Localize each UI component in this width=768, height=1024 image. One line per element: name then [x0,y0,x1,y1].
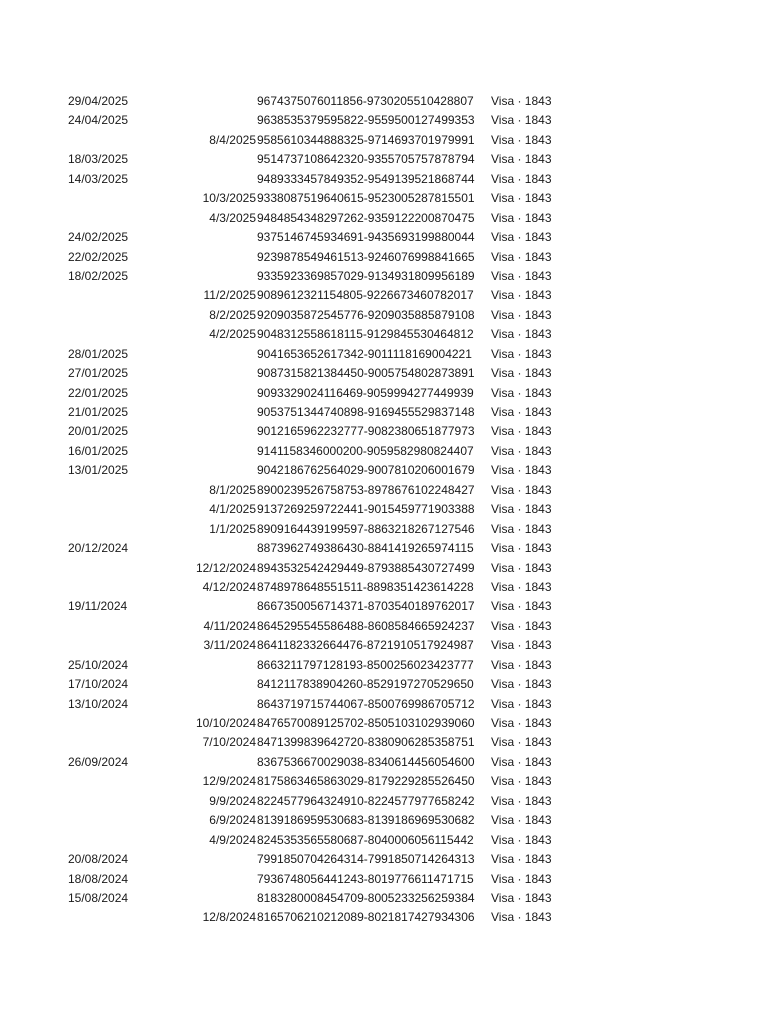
reference-cell: 9141158346000200-9059582980824407 [257,443,474,458]
date-cell-right [166,111,256,130]
card-cell: Visa · 1843 [491,288,552,303]
reference-cell: 8641182332664476-8721910517924987 [257,638,474,653]
date-cell-right: 4/1/2025 [209,502,256,517]
card-cell: Visa · 1843 [491,113,552,128]
transaction-row [0,559,768,578]
transaction-row [0,656,768,675]
reference-cell: 9674375076011856-9730205510428807 [257,94,474,108]
transaction-row [0,267,768,286]
card-cell: Visa · 1843 [491,638,552,653]
reference-cell: 9489333457849352-9549139521868744 [257,171,475,186]
transaction-row [0,636,768,655]
date-cell-right [166,753,256,772]
card-cell: Visa · 1843 [491,677,552,692]
date-cell-right [166,403,256,422]
card-cell: Visa · 1843 [491,268,552,283]
reference-cell: 8943532542429449-8793885430727499 [257,560,475,575]
reference-cell: 9209035872545776-9209035885879108 [257,307,475,322]
date-cell-right: 12/12/2024 [195,560,256,575]
transaction-row [0,92,768,111]
card-cell: Visa · 1843 [491,579,552,594]
reference-cell: 8909164439199597-8863218267127546 [257,521,475,536]
card-cell: Visa · 1843 [491,346,552,361]
reference-cell: 7936748056441243-8019776611471715 [257,871,474,886]
transaction-row [0,870,768,889]
date-cell-right [166,597,256,616]
date-cell-left: 13/10/2024 [68,696,129,711]
transaction-row [0,131,768,150]
reference-cell: 8663211797128193-8500256023423777 [257,657,474,672]
date-cell-right: 4/2/2025 [209,327,256,342]
card-cell: Visa · 1843 [491,210,552,225]
card-cell: Visa · 1843 [491,191,552,206]
transaction-row [0,170,768,189]
date-cell-left: 28/01/2025 [68,346,129,361]
transaction-row [0,306,768,325]
date-cell-right: 9/9/2024 [209,793,256,808]
transaction-row [0,889,768,908]
transaction-row [0,111,768,130]
card-cell: Visa · 1843 [491,890,552,905]
reference-cell: 8165706210212089-8021817427934306 [257,910,475,925]
reference-cell: 8873962749386430-8841419265974115 [257,541,474,556]
card-cell: Visa · 1843 [491,385,552,400]
reference-cell: 9093329024116469-9059994277449939 [257,385,474,400]
transaction-row [0,733,768,752]
card-cell: Visa · 1843 [491,618,552,633]
transaction-row [0,189,768,208]
date-cell-right [166,889,256,908]
card-cell: Visa · 1843 [491,716,552,730]
card-cell: Visa · 1843 [491,327,552,342]
reference-cell: 9514737108642320-9355705757878794 [257,152,475,167]
transaction-row [0,461,768,480]
card-cell: Visa · 1843 [491,541,552,556]
transaction-row [0,850,768,869]
card-cell: Visa · 1843 [491,832,552,847]
reference-cell: 7991850704264314-7991850714264313 [257,852,475,867]
transaction-row [0,384,768,403]
card-cell: Visa · 1843 [491,171,552,186]
date-cell-left: 24/02/2025 [68,230,129,245]
reference-cell: 8667350056714371-8703540189762017 [257,599,475,614]
card-cell: Visa · 1843 [491,754,552,769]
card-cell: Visa · 1843 [491,774,552,789]
card-cell: Visa · 1843 [491,852,552,867]
reference-cell: 9239878549461513-9246076998841665 [257,249,475,264]
card-cell: Visa · 1843 [491,482,552,497]
date-cell-left: 15/08/2024 [68,890,129,905]
reference-cell: 8643719715744067-8500769986705712 [257,696,475,711]
date-cell-left: 22/01/2025 [68,385,129,400]
card-cell: Visa · 1843 [491,230,552,245]
transaction-row [0,403,768,422]
date-cell-right [166,870,256,889]
date-cell-right: 6/9/2024 [209,813,256,828]
transaction-row [0,364,768,383]
card-cell: Visa · 1843 [491,502,552,517]
reference-cell: 8748978648551511-8898351423614228 [257,579,474,594]
card-cell: Visa · 1843 [491,94,552,108]
date-cell-right: 8/4/2025 [209,132,256,147]
card-cell: Visa · 1843 [491,152,552,167]
date-cell-right [166,345,256,364]
date-cell-left: 19/11/2024 [68,599,128,614]
date-cell-right: 8/1/2025 [209,482,256,497]
date-cell-right [166,422,256,441]
date-cell-right: 11/2/2025 [203,288,256,303]
date-cell-left: 22/02/2025 [68,249,129,264]
transaction-row [0,792,768,811]
card-cell: Visa · 1843 [491,871,552,886]
reference-cell: 8367536670029038-8340614456054600 [257,754,475,769]
date-cell-right [166,656,256,675]
date-cell-left: 20/01/2025 [68,424,129,439]
date-cell-right: 4/9/2024 [209,832,256,847]
date-cell-right [166,850,256,869]
transaction-row [0,500,768,519]
transaction-sheet [0,92,768,928]
card-cell: Visa · 1843 [491,307,552,322]
date-cell-right [166,228,256,247]
reference-cell: 8412117838904260-8529197270529650 [257,677,474,692]
reference-cell: 9137269259722441-9015459771903388 [257,502,475,517]
card-cell: Visa · 1843 [491,405,552,419]
card-cell: Visa · 1843 [491,249,552,264]
date-cell-right [166,248,256,267]
reference-cell: 8471399839642720-8380906285358751 [257,735,475,750]
reference-cell: 9042186762564029-9007810206001679 [257,463,475,478]
date-cell-right: 3/11/2024 [203,638,256,653]
reference-cell: 9087315821384450-9005754802873891 [257,366,475,381]
date-cell-right [166,384,256,403]
transaction-row [0,675,768,694]
transaction-row [0,520,768,539]
transaction-row [0,753,768,772]
reference-cell: 9585610344888325-9714693701979991 [257,132,475,147]
date-cell-right: 1/1/2025 [209,521,256,536]
transaction-row [0,345,768,364]
date-cell-right [166,442,256,461]
transaction-row [0,772,768,791]
card-cell: Visa · 1843 [491,424,552,439]
date-cell-right [166,92,256,111]
reference-cell: 9048312558618115-9129845530464812 [257,327,474,342]
transaction-row [0,578,768,597]
card-cell: Visa · 1843 [491,132,552,147]
reference-cell: 9089612321154805-9226673460782017 [257,288,474,303]
transaction-row [0,714,768,733]
date-cell-left: 18/08/2024 [68,871,129,886]
date-cell-right: 12/8/2024 [202,910,256,925]
reference-cell: 8900239526758753-8978676102248427 [257,482,475,497]
card-cell: Visa · 1843 [491,793,552,808]
date-cell-right [166,170,256,189]
reference-cell: 9012165962232777-9082380651877973 [257,424,475,439]
transaction-row [0,422,768,441]
date-cell-left: 24/04/2025 [68,113,129,128]
date-cell-right [166,267,256,286]
date-cell-right: 7/10/2024 [202,735,256,750]
transaction-row [0,228,768,247]
reference-cell: 9375146745934691-9435693199880044 [257,230,475,245]
date-cell-left: 13/01/2025 [68,463,129,478]
date-cell-left: 20/08/2024 [68,852,129,867]
date-cell-left: 21/01/2025 [68,405,129,419]
transaction-row [0,286,768,305]
date-cell-left: 20/12/2024 [68,541,129,556]
transaction-row [0,539,768,558]
transaction-row [0,908,768,927]
reference-cell: 9338087519640615-9523005287815501 [257,191,475,206]
card-cell: Visa · 1843 [491,521,552,536]
date-cell-right [166,695,256,714]
date-cell-left: 18/03/2025 [68,152,129,167]
reference-cell: 9484854348297262-9359122200870475 [257,210,475,225]
transaction-row [0,325,768,344]
date-cell-right: 10/10/2024 [195,716,256,730]
transaction-row [0,442,768,461]
card-cell: Visa · 1843 [491,696,552,711]
reference-cell: 8476570089125702-8505103102939060 [257,716,475,730]
date-cell-right [166,150,256,169]
card-cell: Visa · 1843 [491,657,552,672]
date-cell-right: 4/3/2025 [209,210,256,225]
transaction-row [0,150,768,169]
date-cell-left: 17/10/2024 [68,677,129,692]
reference-cell: 8224577964324910-8224577977658242 [257,793,475,808]
transaction-row [0,617,768,636]
date-cell-right [166,461,256,480]
transaction-row [0,248,768,267]
date-cell-right [166,539,256,558]
card-cell: Visa · 1843 [491,443,552,458]
reference-cell: 9041653652617342-9011118169004221 [257,346,472,361]
reference-cell: 9638535379595822-9559500127499353 [257,113,475,128]
date-cell-left: 18/02/2025 [68,268,129,283]
card-cell: Visa · 1843 [491,560,552,575]
transaction-row [0,811,768,830]
date-cell-left: 29/04/2025 [68,94,129,108]
reference-cell: 8175863465863029-8179229285526450 [257,774,475,789]
reference-cell: 9053751344740898-9169455529837148 [257,405,475,419]
reference-cell: 8183280008454709-8005233256259384 [257,890,475,905]
transaction-row [0,481,768,500]
card-cell: Visa · 1843 [491,463,552,478]
date-cell-left: 16/01/2025 [68,443,129,458]
date-cell-left: 14/03/2025 [68,171,129,186]
reference-cell: 8645295545586488-8608584665924237 [257,618,475,633]
date-cell-left: 26/09/2024 [68,754,129,769]
reference-cell: 9335923369857029-9134931809956189 [257,268,475,283]
transaction-row [0,597,768,616]
date-cell-right [166,364,256,383]
reference-cell: 8245353565580687-8040006056115442 [257,832,474,847]
card-cell: Visa · 1843 [491,366,552,381]
date-cell-right: 12/9/2024 [202,774,256,789]
date-cell-right: 10/3/2025 [202,191,256,206]
transaction-row [0,695,768,714]
date-cell-right: 4/12/2024 [202,579,256,594]
card-cell: Visa · 1843 [491,813,552,828]
date-cell-right [166,675,256,694]
date-cell-left: 25/10/2024 [68,657,129,672]
transaction-row [0,831,768,850]
card-cell: Visa · 1843 [491,910,552,925]
card-cell: Visa · 1843 [491,735,552,750]
card-cell: Visa · 1843 [491,599,552,614]
transaction-row [0,209,768,228]
date-cell-right: 4/11/2024 [203,618,256,633]
date-cell-left: 27/01/2025 [68,366,129,381]
reference-cell: 8139186959530683-8139186969530682 [257,813,475,828]
date-cell-right: 8/2/2025 [209,307,256,322]
